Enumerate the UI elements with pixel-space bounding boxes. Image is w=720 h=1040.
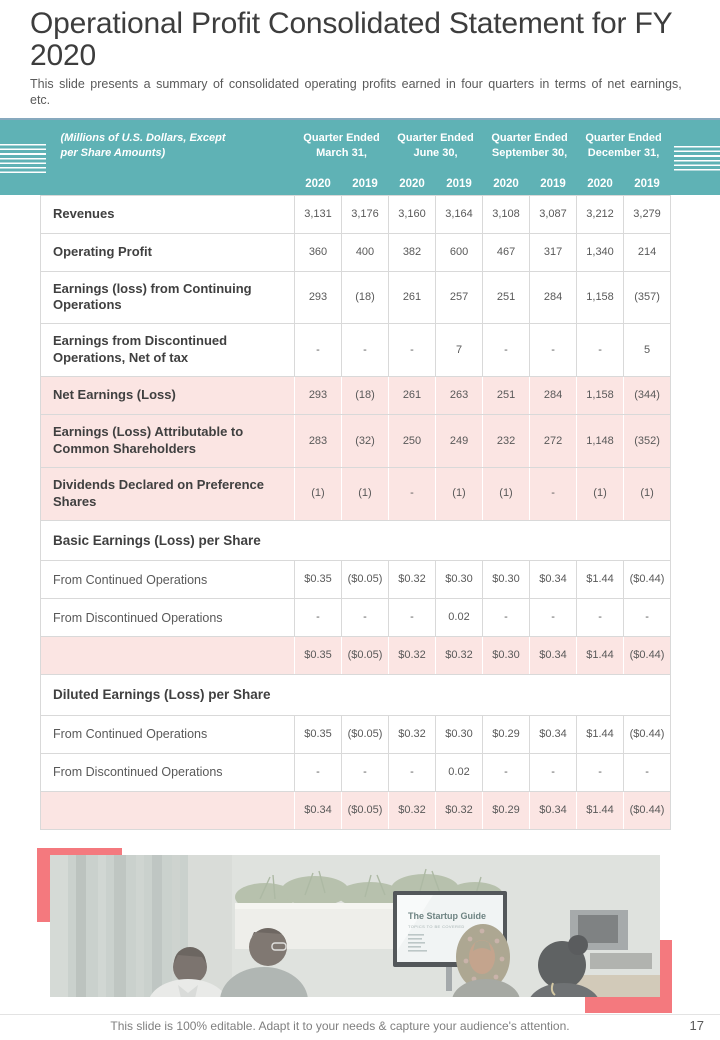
cell-value: 251 [483,271,530,324]
table-corner-label: (Millions of U.S. Dollars, Except per Share Amounts) [60,132,226,159]
cell-value: $0.35 [295,637,342,675]
cell-value: $0.34 [530,715,577,753]
cell-value: $0.34 [295,791,342,829]
cell-value: 283 [295,415,342,468]
cell-value: (1) [577,467,624,520]
table-row [41,715,671,753]
table-row [41,233,671,271]
cell-value: $0.34 [530,791,577,829]
cell-value: (18) [342,377,389,415]
table-row [41,637,671,675]
cell-value: - [577,599,624,637]
cell-value: $0.30 [483,637,530,675]
table-row [41,520,671,561]
cell-value: (1) [342,467,389,520]
tv-screen-title: The Startup Guide [408,911,487,921]
cell-value: 284 [530,377,577,415]
tv-screen-subtitle: TOPICS TO BE COVERED [408,924,465,929]
cell-value: - [295,324,342,377]
cell-value: 3,279 [624,195,671,233]
table-row [41,467,671,520]
cell-value: 3,160 [389,195,436,233]
deco-lines-right-icon [674,146,720,173]
quarter-header: Quarter Ended December 31, [585,132,662,159]
cell-value: - [342,753,389,791]
cell-value: ($0.05) [342,791,389,829]
cell-value: 251 [483,377,530,415]
row-label: Operating Profit [41,233,295,271]
cell-value: $0.30 [483,561,530,599]
page-number: 17 [689,1018,704,1033]
footer-note: This slide is 100% editable. Adapt it to your needs & capture your audience's attention. [110,1019,570,1033]
cell-value: ($0.44) [624,791,671,829]
cell-value: (1) [436,467,483,520]
cell-value: 249 [436,415,483,468]
quarter-header: Quarter Ended June 30, [397,132,474,159]
section-row-label: Basic Earnings (Loss) per Share [41,520,671,561]
cell-value: - [577,324,624,377]
cell-value: $0.34 [530,561,577,599]
cell-value: 1,148 [577,415,624,468]
table-row [41,561,671,599]
cell-value: ($0.05) [342,715,389,753]
row-label: Net Earnings (Loss) [41,377,295,415]
cell-value: 3,212 [577,195,624,233]
cell-value: $0.32 [389,561,436,599]
cell-value: $0.32 [389,637,436,675]
cell-value: $0.32 [389,791,436,829]
cell-value: 5 [624,324,671,377]
quarter-header: Quarter Ended September 30, [491,132,568,159]
cell-value: - [483,753,530,791]
year-header: 2019 [634,177,660,190]
cell-value: ($0.05) [342,561,389,599]
cell-value: - [530,753,577,791]
cell-value: ($0.44) [624,561,671,599]
row-label: From Discontinued Operations [41,753,295,791]
cell-value: $0.35 [295,715,342,753]
cell-value: $0.35 [295,561,342,599]
cell-value: - [342,599,389,637]
cell-value: 0.02 [436,753,483,791]
cell-value: - [342,324,389,377]
cell-value: - [624,753,671,791]
cell-value: - [624,599,671,637]
year-header: 2020 [587,177,613,190]
row-label: Earnings (Loss) Attributable to Common Shareholders [41,415,295,468]
cell-value: $0.30 [436,715,483,753]
table-row [41,675,671,716]
cell-value: 293 [295,271,342,324]
cell-value: - [389,753,436,791]
year-header: 2019 [446,177,472,190]
cell-value: 263 [436,377,483,415]
cell-value: 1,340 [577,233,624,271]
meeting-photo [50,855,660,997]
table-row [41,195,671,233]
cell-value: $0.29 [483,791,530,829]
cell-value: $1.44 [577,791,624,829]
cell-value: $0.34 [530,637,577,675]
cell-value: 3,176 [342,195,389,233]
row-label: From Continued Operations [41,561,295,599]
cell-value: 382 [389,233,436,271]
table-body [41,195,671,829]
cell-value: 3,108 [483,195,530,233]
cell-value: (344) [624,377,671,415]
cell-value: $0.32 [436,637,483,675]
cell-value: 360 [295,233,342,271]
cell-value: (1) [483,467,530,520]
cell-value: 284 [530,271,577,324]
cell-value: (18) [342,271,389,324]
cell-value: (352) [624,415,671,468]
cell-value: $0.30 [436,561,483,599]
cell-value: 257 [436,271,483,324]
cell-value: $1.44 [577,561,624,599]
cell-value: $1.44 [577,715,624,753]
cell-value: (32) [342,415,389,468]
cell-value: - [530,467,577,520]
year-header: 2019 [352,177,378,190]
cell-value: 467 [483,233,530,271]
cell-value: (1) [624,467,671,520]
cell-value: $0.32 [436,791,483,829]
cell-value: - [389,599,436,637]
row-label: From Discontinued Operations [41,599,295,637]
row-label: Earnings from Discontinued Operations, Net of tax [41,324,295,377]
cell-value: 600 [436,233,483,271]
cell-value: - [483,324,530,377]
table-row [41,599,671,637]
cell-value: 232 [483,415,530,468]
cell-value: - [295,753,342,791]
quarter-header: Quarter Ended March 31, [303,132,380,159]
year-header: 2019 [540,177,566,190]
year-header: 2020 [493,177,519,190]
section-row-label: Diluted Earnings (Loss) per Share [41,675,671,716]
cell-value: - [530,324,577,377]
table-row [41,324,671,377]
cell-value: 214 [624,233,671,271]
cell-value: 317 [530,233,577,271]
cell-value: 0.02 [436,599,483,637]
cell-value: 7 [436,324,483,377]
meeting-photo-illustration [50,855,660,997]
table-head [41,118,671,195]
financial-table [40,118,671,830]
table-row [41,377,671,415]
page-title: Operational Profit Consolidated Statement for FY 2020 [30,7,672,73]
cell-value: $0.29 [483,715,530,753]
row-label [41,637,295,675]
table-row [41,415,671,468]
cell-value: (1) [295,467,342,520]
year-header: 2020 [399,177,425,190]
footer-divider [0,1014,720,1015]
cell-value: 400 [342,233,389,271]
row-label [41,791,295,829]
row-label: Earnings (loss) from Continuing Operations [41,271,295,324]
cell-value: - [389,324,436,377]
row-label: From Continued Operations [41,715,295,753]
page-subtitle: This slide presents a summary of consolidated operating profits earned in four quarters in terms of net earnings, etc. [30,77,682,108]
cell-value: 261 [389,271,436,324]
row-label: Dividends Declared on Preference Shares [41,467,295,520]
cell-value: (357) [624,271,671,324]
cell-value: - [483,599,530,637]
cell-value: 293 [295,377,342,415]
cell-value: ($0.05) [342,637,389,675]
cell-value: 261 [389,377,436,415]
table-row [41,791,671,829]
table-row [41,271,671,324]
row-label: Revenues [41,195,295,233]
year-header: 2020 [305,177,331,190]
cell-value: 250 [389,415,436,468]
cell-value: ($0.44) [624,637,671,675]
cell-value: - [295,599,342,637]
cell-value: 3,164 [436,195,483,233]
cell-value: - [530,599,577,637]
cell-value: $0.32 [389,715,436,753]
cell-value: 1,158 [577,271,624,324]
cell-value: 3,087 [530,195,577,233]
cell-value: 1,158 [577,377,624,415]
cell-value: - [389,467,436,520]
cell-value: ($0.44) [624,715,671,753]
cell-value: 272 [530,415,577,468]
cell-value: $1.44 [577,637,624,675]
cell-value: - [577,753,624,791]
cell-value: 3,131 [295,195,342,233]
table-row [41,753,671,791]
